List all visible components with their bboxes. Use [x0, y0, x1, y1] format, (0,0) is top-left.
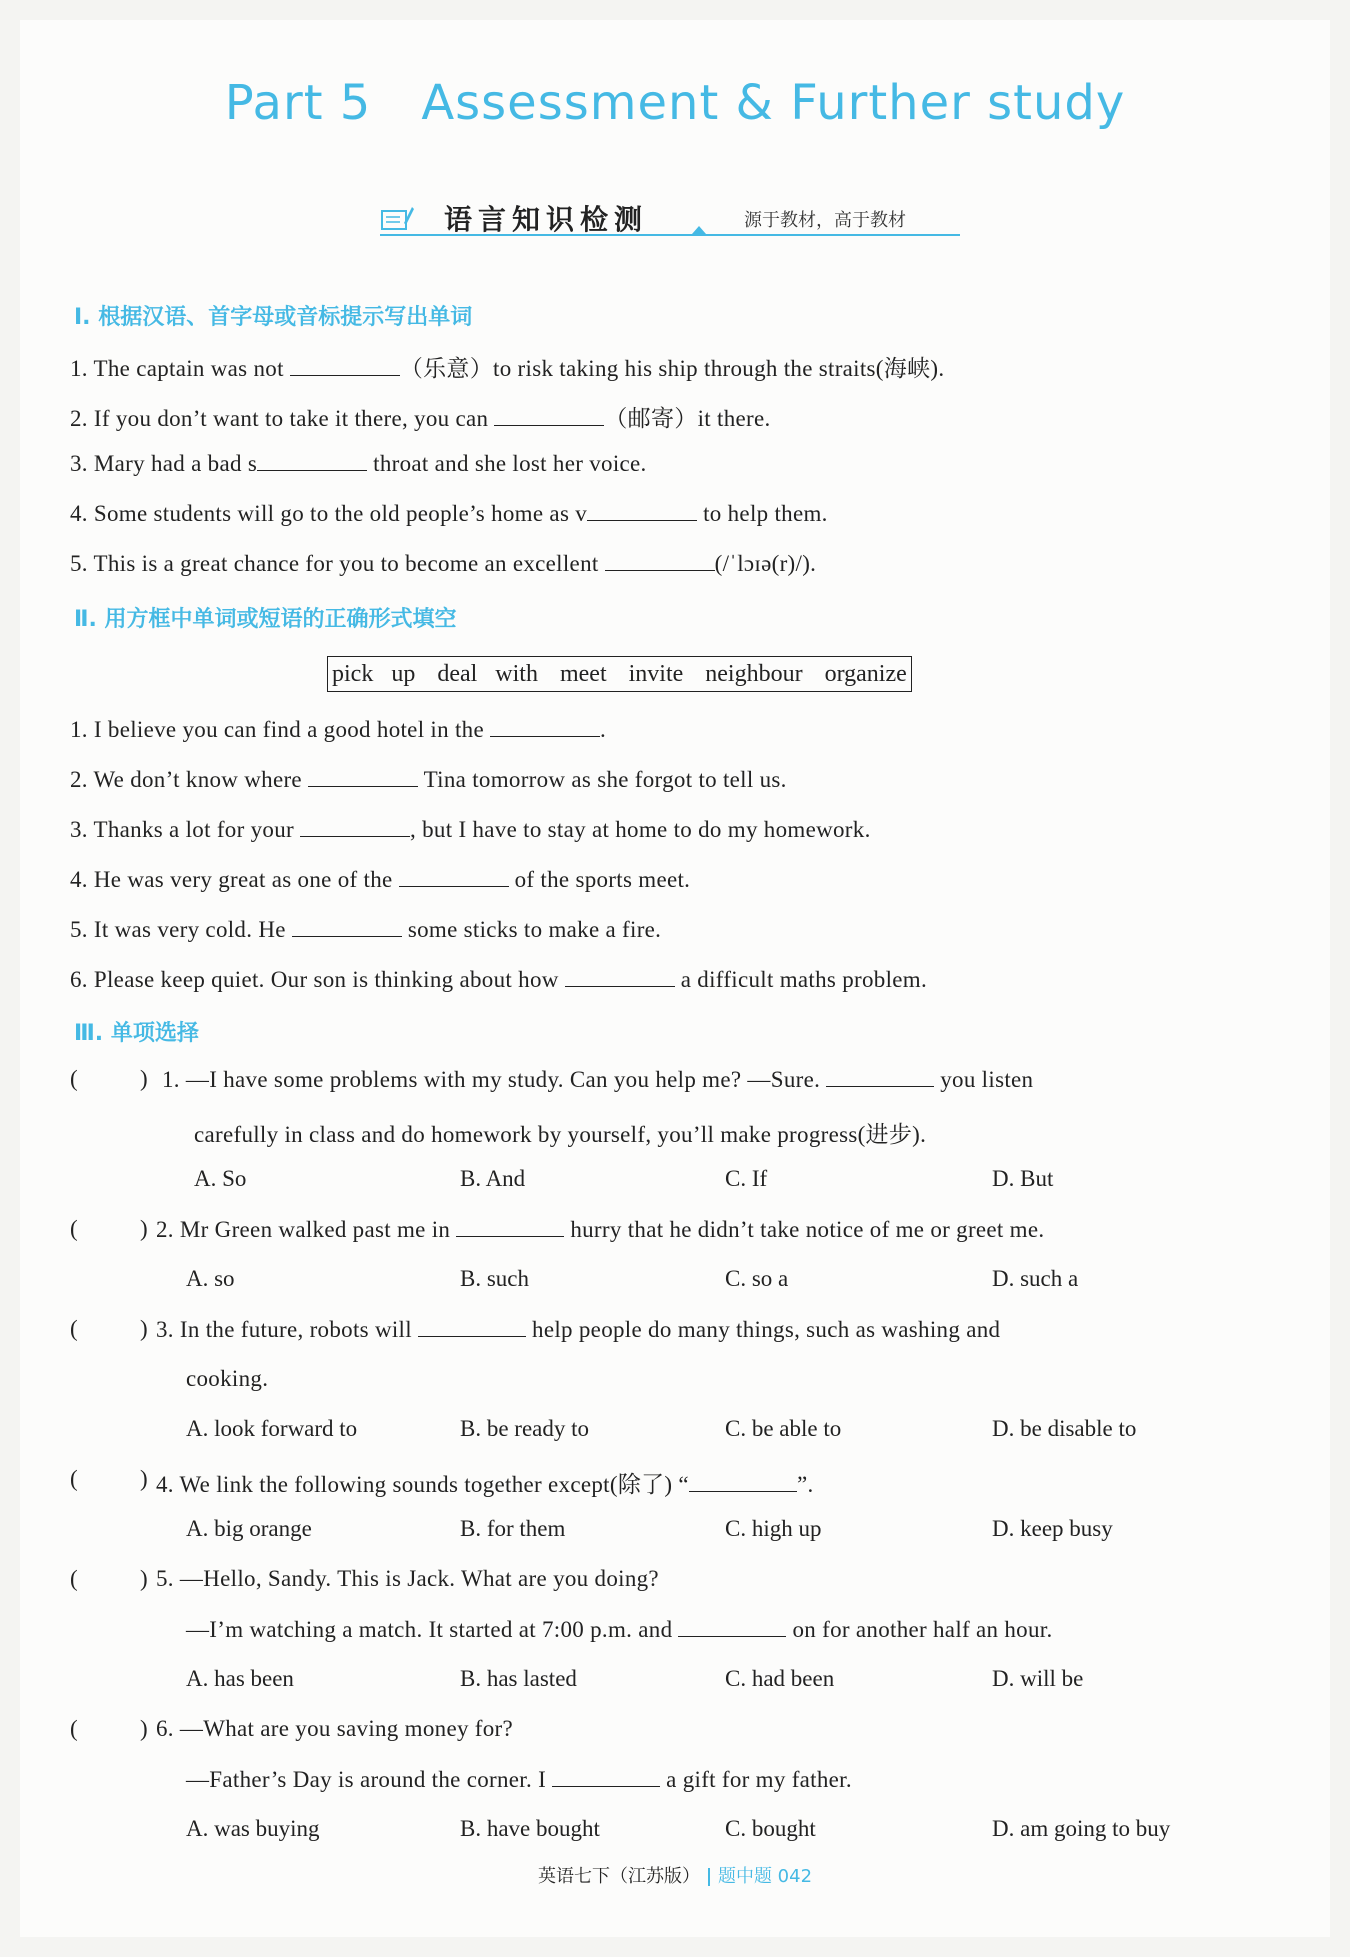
section-2-heading: Ⅱ. 用方框中单词或短语的正确形式填空	[74, 607, 457, 632]
q5-option-b[interactable]: B. has lasted	[460, 1666, 577, 1691]
title-part: Part 5	[224, 75, 372, 131]
answer-blank[interactable]	[678, 1616, 786, 1637]
q5-option-a[interactable]: A. has been	[186, 1666, 294, 1691]
q6-line-2: —Father’s Day is around the corner. I a gift for my father.	[186, 1767, 852, 1792]
q4-line-1: 4. We link the following sounds together except(除了) “ ”.	[156, 1472, 814, 1497]
q6-line-1: 6. —What are you saving money for?	[156, 1716, 514, 1741]
q3-option-b[interactable]: B. be ready to	[460, 1416, 590, 1441]
answer-blank[interactable]	[494, 405, 604, 426]
s2-item-6: 6. Please keep quiet. Our son is thinking about how a difficult maths problem.	[70, 967, 928, 992]
q1-option-d[interactable]: D. But	[992, 1166, 1054, 1191]
s1-item-3: 3. Mary had a bad s throat and she lost her voice.	[70, 451, 647, 476]
answer-blank[interactable]	[565, 966, 675, 987]
box-word: pick up	[332, 661, 416, 687]
footer-page-number: 题中题 042	[717, 1866, 813, 1887]
q2-option-d[interactable]: D. such a	[992, 1266, 1079, 1291]
page-footer	[0, 1862, 1350, 1888]
page-title	[0, 75, 1350, 131]
s2-item-3: 3. Thanks a lot for your , but I have to stay at home to do my homework.	[70, 817, 871, 842]
q4-option-b[interactable]: B. for them	[460, 1516, 566, 1541]
answer-paren-close: )	[140, 1566, 148, 1591]
q1-line-1: 1. —I have some problems with my study. Can you help me? —Sure. you listen	[162, 1067, 1034, 1092]
q5-option-d[interactable]: D. will be	[992, 1666, 1084, 1691]
q1-line-2: carefully in class and do homework by yourself, you’ll make progress(进步).	[194, 1122, 927, 1147]
answer-blank[interactable]	[826, 1066, 934, 1087]
s1-item-2: 2. If you don’t want to take it there, you can （邮寄）it there.	[70, 406, 771, 431]
section-3-heading: Ⅲ. 单项选择	[74, 1021, 199, 1046]
answer-blank[interactable]	[399, 866, 509, 887]
q2-option-b[interactable]: B. such	[460, 1266, 529, 1291]
q6-option-b[interactable]: B. have bought	[460, 1816, 600, 1841]
q4-option-a[interactable]: A. big orange	[186, 1516, 312, 1541]
s1-item-5: 5. This is a great chance for you to become an excellent (/ˈlɔɪə(r)/).	[70, 551, 817, 576]
answer-paren-close: )	[140, 1466, 148, 1491]
q2-option-a[interactable]: A. so	[186, 1266, 235, 1291]
s1-item-1: 1. The captain was not （乐意）to risk taking his ship through the straits(海峡).	[70, 356, 945, 381]
q1-option-c[interactable]: C. If	[725, 1166, 768, 1191]
answer-blank[interactable]	[587, 500, 697, 521]
answer-paren-open: (	[70, 1466, 78, 1491]
q2-option-c[interactable]: C. so a	[725, 1266, 789, 1291]
footer-book-title: 英语七下（江苏版）	[537, 1866, 700, 1887]
answer-blank[interactable]	[290, 355, 400, 376]
footer-divider	[708, 1868, 710, 1886]
q5-line-1: 5. —Hello, Sandy. This is Jack. What are you doing?	[156, 1566, 659, 1591]
answer-paren-open: (	[70, 1566, 78, 1591]
box-word: deal with	[437, 661, 538, 687]
box-word: invite	[628, 661, 684, 687]
box-word: organize	[824, 661, 907, 687]
q1-option-a[interactable]: A. So	[194, 1166, 247, 1191]
q6-option-d[interactable]: D. am going to buy	[992, 1816, 1171, 1841]
q3-line-2: cooking.	[186, 1366, 269, 1391]
answer-paren-open: (	[70, 1066, 78, 1091]
s2-item-5: 5. It was very cold. He some sticks to make a fire.	[70, 917, 662, 942]
s1-item-4: 4. Some students will go to the old people’s home as v to help them.	[70, 501, 828, 526]
answer-blank[interactable]	[308, 766, 418, 787]
q5-line-2: —I’m watching a match. It started at 7:00 p.m. and on for another half an hour.	[186, 1617, 1053, 1642]
answer-blank[interactable]	[418, 1316, 526, 1337]
answer-blank[interactable]	[605, 550, 715, 571]
answer-paren-close: )	[140, 1216, 148, 1241]
answer-paren-open: (	[70, 1716, 78, 1741]
s2-item-2: 2. We don’t know where Tina tomorrow as she forgot to tell us.	[70, 767, 787, 792]
s2-item-4: 4. He was very great as one of the of the sports meet.	[70, 867, 691, 892]
q4-option-d[interactable]: D. keep busy	[992, 1516, 1113, 1541]
answer-blank[interactable]	[689, 1471, 797, 1492]
answer-paren-open: (	[70, 1216, 78, 1241]
notebook-icon	[380, 205, 414, 231]
answer-blank[interactable]	[257, 450, 367, 471]
answer-blank[interactable]	[552, 1766, 660, 1787]
q6-option-c[interactable]: C. bought	[725, 1816, 816, 1841]
q1-option-b[interactable]: B. And	[460, 1166, 526, 1191]
answer-blank[interactable]	[292, 916, 402, 937]
q5-option-c[interactable]: C. had been	[725, 1666, 835, 1691]
banner-underline	[380, 234, 960, 236]
box-word: meet	[559, 661, 607, 687]
banner-title: 语言知识检测	[444, 203, 649, 236]
word-box	[327, 656, 912, 692]
section-1-heading: Ⅰ. 根据汉语、首字母或音标提示写出单词	[74, 305, 473, 330]
q3-option-a[interactable]: A. look forward to	[186, 1416, 358, 1441]
box-word: neighbour	[705, 661, 803, 687]
answer-blank[interactable]	[490, 716, 600, 737]
answer-blank[interactable]	[300, 816, 410, 837]
title-main: Assessment & Further study	[421, 75, 1126, 131]
q4-option-c[interactable]: C. high up	[725, 1516, 822, 1541]
answer-paren-close: )	[140, 1716, 148, 1741]
q3-option-c[interactable]: C. be able to	[725, 1416, 842, 1441]
answer-paren-close: )	[140, 1316, 148, 1341]
answer-blank[interactable]	[456, 1216, 564, 1237]
banner-subtitle: 源于教材，高于教材	[744, 210, 906, 231]
q3-line-1: 3. In the future, robots will help people do many things, such as washing and	[156, 1317, 1001, 1342]
q3-option-d[interactable]: D. be disable to	[992, 1416, 1137, 1441]
banner-marker	[692, 226, 706, 234]
s2-item-1: 1. I believe you can find a good hotel in the .	[70, 717, 607, 742]
answer-paren-close: )	[140, 1066, 148, 1091]
q2-line-1: 2. Mr Green walked past me in hurry that he didn’t take notice of me or greet me.	[156, 1217, 1045, 1242]
answer-paren-open: (	[70, 1316, 78, 1341]
q6-option-a[interactable]: A. was buying	[186, 1816, 320, 1841]
